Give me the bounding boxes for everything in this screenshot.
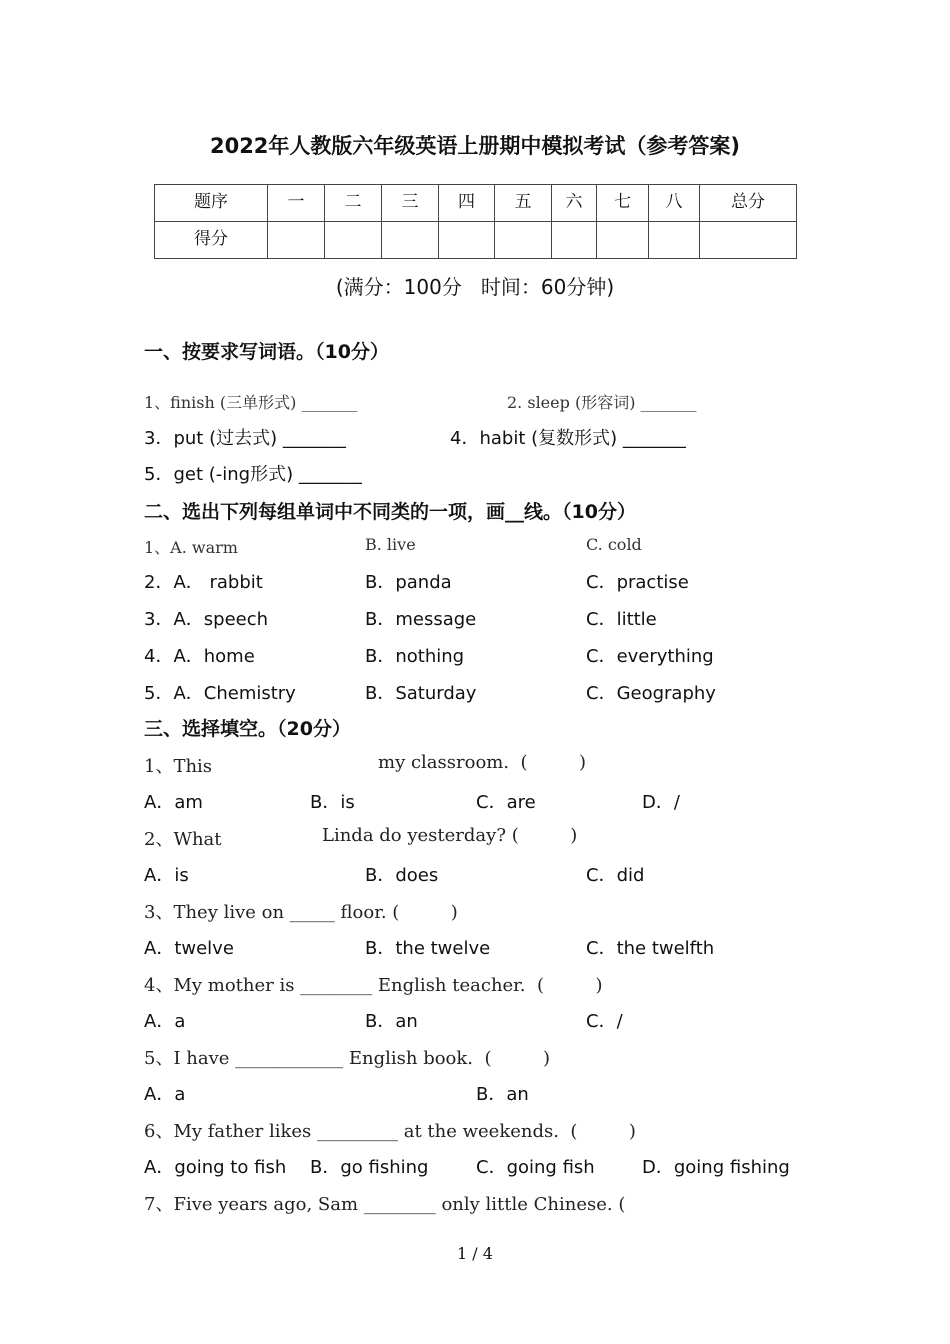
table-cell: 六 [552, 185, 597, 222]
table-cell: 三 [382, 185, 439, 222]
score-cell [439, 222, 495, 259]
option-3-4-c: C．/ [586, 1011, 623, 1032]
option-2-1-a: 1、A. warm [144, 538, 238, 557]
score-cell [495, 222, 552, 259]
option-2-5-c: C．Geography [586, 683, 716, 704]
option-3-1-d: D．/ [642, 792, 680, 813]
option-3-5-b: B．an [476, 1084, 529, 1105]
score-cell [649, 222, 700, 259]
option-3-4-b: B．an [365, 1011, 418, 1032]
question-1-1: 1、finish (三单形式) _______ [144, 393, 358, 412]
question-1-4: 4．habit (复数形式) _______ [450, 428, 686, 449]
section-2-heading: 二、选出下列每组单词中不同类的一项，画__线。（10分） [144, 501, 636, 523]
option-2-3-a: 3．A．speech [144, 609, 269, 630]
option-2-2-a: 2．A． rabbit [144, 572, 263, 593]
question-3-2-stem-a: 2、What [144, 829, 222, 850]
question-3-5-stem: 5、I have ____________ English book. ( ) [144, 1048, 551, 1069]
option-3-3-c: C．the twelfth [586, 938, 715, 959]
option-3-5-a: A．a [144, 1084, 186, 1105]
question-1-3: 3．put (过去式) _______ [144, 428, 346, 449]
question-3-6-stem: 6、My father likes _________ at the weekends. ( ) [144, 1121, 636, 1142]
option-2-1-c: C. cold [586, 535, 642, 554]
score-cell [382, 222, 439, 259]
score-table-header-row [155, 185, 797, 222]
question-1-2: 2. sleep (形容词) _______ [507, 393, 697, 412]
section-3-heading: 三、选择填空。（20分） [144, 718, 351, 740]
table-cell: 七 [597, 185, 649, 222]
table-cell: 二 [325, 185, 382, 222]
option-3-1-b: B．is [310, 792, 355, 813]
option-2-2-c: C．practise [586, 572, 689, 593]
option-3-4-a: A．a [144, 1011, 186, 1032]
table-cell: 得分 [155, 222, 268, 259]
question-3-1-stem-a: 1、This [144, 756, 213, 777]
option-3-2-a: A．is [144, 865, 189, 886]
option-3-2-c: C．did [586, 865, 645, 886]
score-cell [325, 222, 382, 259]
score-cell [700, 222, 797, 259]
table-cell: 八 [649, 185, 700, 222]
option-3-1-c: C．are [476, 792, 536, 813]
option-2-5-a: 5．A．Chemistry [144, 683, 296, 704]
option-2-2-b: B．panda [365, 572, 452, 593]
question-3-7-stem: 7、Five years ago, Sam ________ only little Chinese. ( [144, 1194, 626, 1215]
table-cell: 四 [439, 185, 495, 222]
option-3-3-b: B．the twelve [365, 938, 491, 959]
option-3-6-c: C．going fish [476, 1157, 595, 1178]
option-2-1-b: B. live [365, 535, 416, 554]
section-1-heading: 一、按要求写词语。（10分） [144, 341, 389, 363]
table-cell: 题序 [155, 185, 268, 222]
option-3-2-b: B．does [365, 865, 439, 886]
page-title: 2022年人教版六年级英语上册期中模拟考试（参考答案) [209, 134, 741, 158]
option-2-5-b: B．Saturday [365, 683, 477, 704]
score-cell [597, 222, 649, 259]
option-2-4-a: 4．A．home [144, 646, 255, 667]
table-cell: 一 [268, 185, 325, 222]
option-3-3-a: A．twelve [144, 938, 234, 959]
score-table [154, 184, 797, 259]
score-cell [552, 222, 597, 259]
option-2-4-b: B．nothing [365, 646, 465, 667]
score-cell [268, 222, 325, 259]
option-2-4-c: C．everything [586, 646, 714, 667]
option-3-6-d: D．going fishing [642, 1157, 790, 1178]
question-3-2-stem-b: Linda do yesterday? ( ) [322, 825, 578, 846]
option-3-1-a: A．am [144, 792, 203, 813]
table-cell: 五 [495, 185, 552, 222]
question-3-1-stem-b: my classroom. ( ) [378, 752, 587, 773]
option-2-3-b: B．message [365, 609, 477, 630]
score-time-info: (满分：100分 时间：60分钟) [335, 275, 615, 299]
question-3-3-stem: 3、They live on _____ floor. ( ) [144, 902, 458, 923]
option-2-3-c: C．little [586, 609, 657, 630]
question-1-5: 5．get (-ing形式) _______ [144, 464, 362, 485]
table-cell: 总分 [700, 185, 797, 222]
page-number: 1 / 4 [457, 1244, 493, 1263]
option-3-6-b: B．go fishing [310, 1157, 429, 1178]
option-3-6-a: A．going to fish [144, 1157, 287, 1178]
question-3-4-stem: 4、My mother is ________ English teacher. ( ) [144, 975, 603, 996]
score-table-score-row [155, 222, 797, 259]
